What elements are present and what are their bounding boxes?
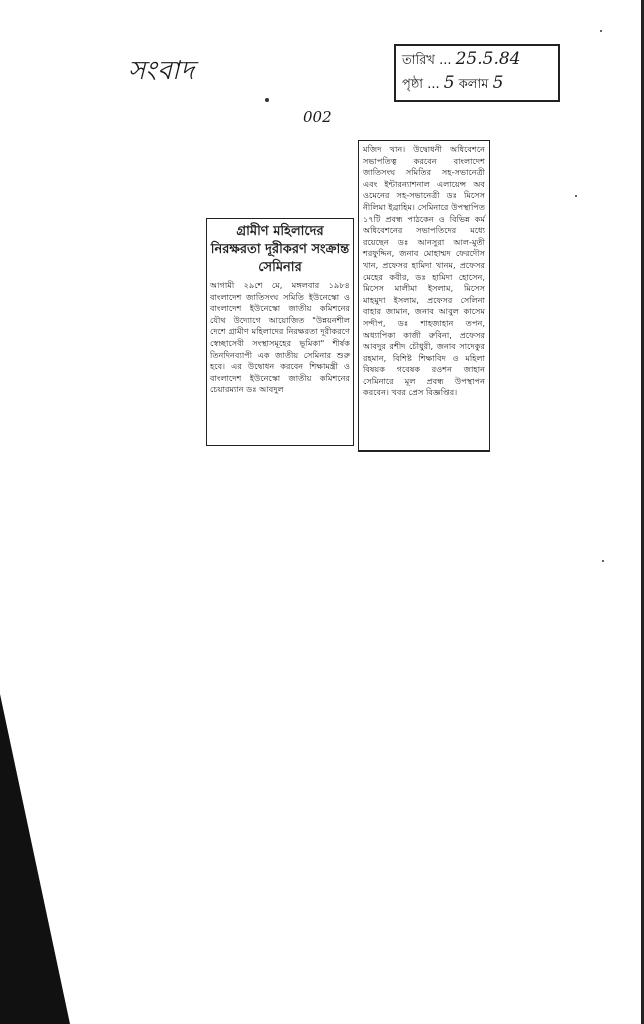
clipping-headline: গ্রামীণ মহিলাদের নিরক্ষরতা দূরীকরণ সংক্রান্ত সেমিনার <box>210 224 350 275</box>
scan-speck <box>600 30 602 32</box>
scan-speck <box>265 98 269 102</box>
scan-edge-shadow <box>0 694 70 1024</box>
page-number: 002 <box>303 108 332 126</box>
stamp-page-value: 5 <box>443 73 455 93</box>
stamp-column-value: 5 <box>492 73 504 93</box>
handwritten-newspaper-name: সংবাদ <box>128 56 196 86</box>
scan-speck <box>575 195 577 197</box>
scan-speck <box>602 560 604 562</box>
stamp-column-label: কলাম <box>458 77 489 92</box>
news-clipping-column-1 <box>206 218 354 446</box>
news-clipping-column-2 <box>358 140 490 452</box>
stamp-date-label: তারিখ ... <box>402 53 452 68</box>
clipping-column-1-text: আগামী ২৯শে মে, মঙ্গলবার ১৯৮৪ বাংলাদেশ জাতিসংঘ সমিতি ইউনেস্কো ও বাংলাদেশ ইউনেস্কো জাতীয় কমিশনের যৌথ উদ্যোগে আয়োজিত "উন্নয়নশীল দেশে গ্রামীণ মহিলাদের নিরক্ষরতা দূরীকরণে স্বেচ্ছাসেবী সংস্থাসমূহের ভূমিকা" শীর্ষক তিনদিনব্যাপী এক জাতীয় সেমিনার শুরু হবে। এর উদ্বোধন করবেন শিক্ষামন্ত্রী ও বাংলাদেশ ইউনেস্কো জাতীয় কমিশনের চেয়ারম্যান ডঃ আবদুল <box>210 280 350 395</box>
clipping-column-2-text: মজিদ খান। উদ্বোধনী অধিবেশনে সভাপতিত্ব করবেন বাংলাদেশ জাতিসংঘ সমিতির সহ-সভানেত্রী এবং ইন্টারন্যাশনাল এলায়েন্স অব ওমেনের সহ-সভানেত্রী ডঃ মিসেস নীলিমা ইব্রাহিম। সেমিনারে উপস্থাপিত ১৭টি প্রবন্ধ পাঠকেন ও বিভিন্ন কর্ম অধিবেশনের সভাপতিদের মধ্যে রয়েছেন ডঃ আনসুরা আল-মুতী শরফুদ্দিন, জনাব মোহাম্মদ ফেরদৌস খান, প্রফেসর হামিদা খানম, প্রফেসর মেহের কবীর, ডঃ হামিদা হোসেন, মিসেস মালীমা ইসলাম, মিসেস মাহমুদা ইসলাম, প্রফেসর সেলিনা বাহার জামান, জনাব আবুল কাসেম সন্দীপ, ডঃ শাহজাহান তপন, অধ্যাপিকা কাজী রুবিনা, প্রফেসর আবদুর রশীদ চৌধুরী, জনাব সাদেকুর রহমান, বিশিষ্ট শিক্ষাবিদ ও মহিলা বিষয়ক গবেষক রওশন জাহান সেমিনারে মূল প্রবন্ধ উপস্থাপন করবেন। খবর প্রেস বিজ্ঞপ্তির। <box>363 144 485 398</box>
stamp-date-value: 25.5.84 <box>455 49 521 69</box>
stamp-page-label: পৃষ্ঠা ... <box>402 77 440 92</box>
date-page-stamp <box>394 44 560 102</box>
